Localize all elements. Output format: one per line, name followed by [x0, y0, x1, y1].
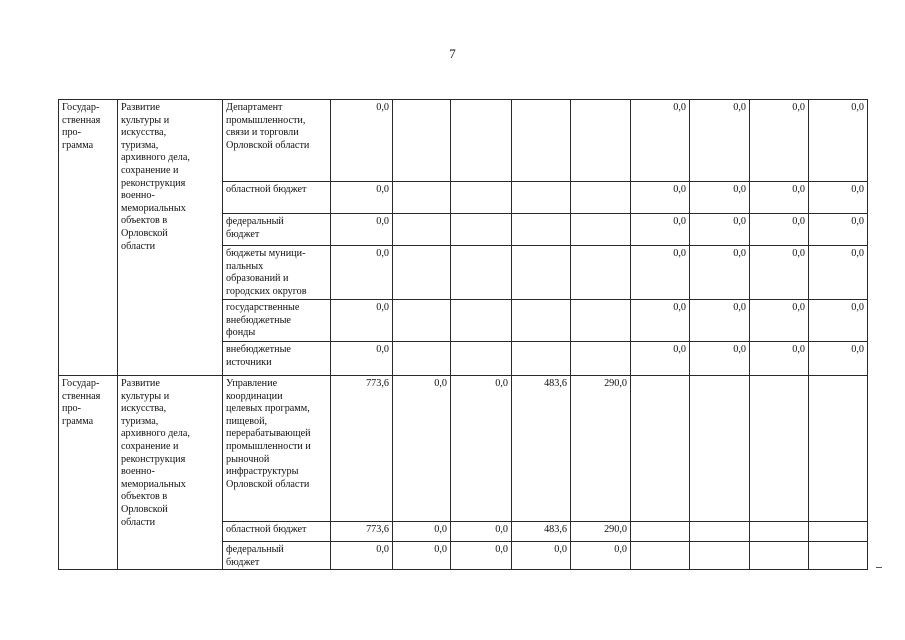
funding-source-cell: внебюджетные источники	[223, 342, 331, 376]
value-cell	[451, 246, 512, 300]
value-cell: 0,0	[631, 100, 690, 182]
value-cell	[512, 246, 571, 300]
value-cell: 0,0	[331, 246, 393, 300]
value-cell: 0,0	[690, 100, 750, 182]
funding-source-cell: областной бюджет	[223, 522, 331, 542]
value-cell: 483,6	[512, 376, 571, 522]
value-cell: 0,0	[809, 342, 868, 376]
value-cell	[809, 376, 868, 522]
value-cell: 290,0	[571, 376, 631, 522]
value-cell	[809, 522, 868, 542]
value-cell	[393, 342, 451, 376]
value-cell: 0,0	[690, 214, 750, 246]
value-cell	[750, 542, 809, 570]
value-cell: 0,0	[631, 246, 690, 300]
value-cell: 0,0	[512, 542, 571, 570]
value-cell: 0,0	[809, 300, 868, 342]
value-cell: 0,0	[750, 100, 809, 182]
value-cell: 0,0	[750, 246, 809, 300]
value-cell	[512, 214, 571, 246]
funding-source-cell: федеральный бюджет	[223, 542, 331, 570]
value-cell	[571, 342, 631, 376]
value-cell: 0,0	[331, 300, 393, 342]
value-cell: 0,0	[331, 214, 393, 246]
value-cell: 0,0	[571, 542, 631, 570]
value-cell	[690, 522, 750, 542]
program-status-cell: Государ- ственная про- грамма	[59, 376, 118, 570]
value-cell	[393, 214, 451, 246]
margin-tick-mark	[876, 567, 882, 568]
value-cell	[571, 182, 631, 214]
value-cell: 0,0	[393, 522, 451, 542]
value-cell	[512, 342, 571, 376]
value-cell: 0,0	[809, 214, 868, 246]
value-cell: 773,6	[331, 376, 393, 522]
value-cell	[631, 376, 690, 522]
value-cell: 0,0	[809, 100, 868, 182]
value-cell	[631, 522, 690, 542]
value-cell	[512, 300, 571, 342]
value-cell: 290,0	[571, 522, 631, 542]
value-cell	[451, 214, 512, 246]
value-cell: 0,0	[690, 182, 750, 214]
value-cell: 0,0	[451, 542, 512, 570]
value-cell: 0,0	[393, 542, 451, 570]
funding-source-cell: бюджеты муници- пальных образований и городских округов	[223, 246, 331, 300]
value-cell	[393, 300, 451, 342]
value-cell: 0,0	[809, 246, 868, 300]
program-name-cell: Развитие культуры и искусства, туризма, архивного дела, сохранение и реконструкция военно- мемориальных объектов в Орловской области	[118, 376, 223, 570]
funding-source-cell: Управление координации целевых программ, пищевой, перерабатывающей промышленности и рыночной инфраструктуры Орловской области	[223, 376, 331, 522]
page-number: 7	[449, 46, 456, 61]
value-cell	[750, 376, 809, 522]
budget-table	[58, 99, 868, 570]
value-cell: 0,0	[631, 182, 690, 214]
value-cell: 0,0	[750, 182, 809, 214]
value-cell: 0,0	[451, 522, 512, 542]
value-cell: 0,0	[331, 342, 393, 376]
value-cell: 0,0	[750, 214, 809, 246]
value-cell	[393, 182, 451, 214]
value-cell	[809, 542, 868, 570]
funding-source-cell: областной бюджет	[223, 182, 331, 214]
table-row	[59, 100, 868, 182]
value-cell: 773,6	[331, 522, 393, 542]
value-cell: 0,0	[750, 342, 809, 376]
value-cell: 0,0	[690, 342, 750, 376]
value-cell: 0,0	[393, 376, 451, 522]
value-cell	[393, 100, 451, 182]
value-cell: 0,0	[451, 376, 512, 522]
value-cell: 0,0	[631, 214, 690, 246]
value-cell: 0,0	[750, 300, 809, 342]
value-cell	[451, 100, 512, 182]
funding-source-cell: Департамент промышленности, связи и торговли Орловской области	[223, 100, 331, 182]
value-cell	[451, 342, 512, 376]
value-cell	[451, 300, 512, 342]
value-cell: 0,0	[331, 542, 393, 570]
value-cell	[571, 300, 631, 342]
value-cell	[690, 542, 750, 570]
value-cell	[451, 182, 512, 214]
value-cell: 0,0	[331, 100, 393, 182]
value-cell: 483,6	[512, 522, 571, 542]
funding-source-cell: федеральный бюджет	[223, 214, 331, 246]
value-cell	[571, 100, 631, 182]
value-cell: 0,0	[690, 300, 750, 342]
value-cell	[690, 376, 750, 522]
table-row	[59, 376, 868, 522]
value-cell	[750, 522, 809, 542]
value-cell	[571, 246, 631, 300]
value-cell	[631, 542, 690, 570]
value-cell: 0,0	[690, 246, 750, 300]
value-cell	[512, 100, 571, 182]
value-cell	[512, 182, 571, 214]
value-cell: 0,0	[631, 342, 690, 376]
value-cell: 0,0	[331, 182, 393, 214]
value-cell: 0,0	[809, 182, 868, 214]
value-cell	[571, 214, 631, 246]
value-cell	[393, 246, 451, 300]
program-status-cell: Государ- ственная про- грамма	[59, 100, 118, 376]
program-name-cell: Развитие культуры и искусства, туризма, архивного дела, сохранение и реконструкция военно- мемориальных объектов в Орловской области	[118, 100, 223, 376]
value-cell: 0,0	[631, 300, 690, 342]
funding-source-cell: государственные внебюджетные фонды	[223, 300, 331, 342]
